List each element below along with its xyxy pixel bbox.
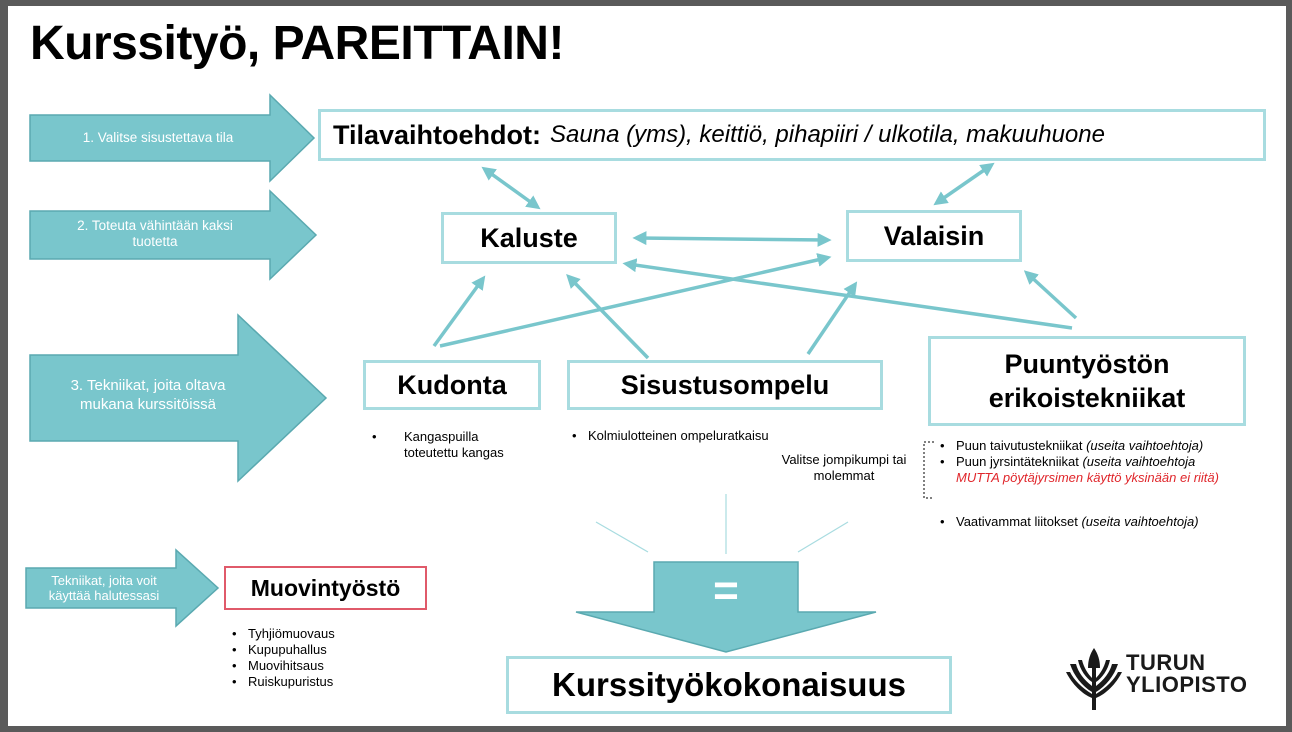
technique-puuntyoston <box>928 336 1246 426</box>
sisustusompelu-bullets <box>570 428 830 444</box>
arrow-sisustus-kaluste <box>570 278 648 358</box>
list-item: • Muovihitsaus <box>230 658 410 674</box>
list-item: • Kangaspuilla toteutettu kangas <box>370 429 520 461</box>
technique-kudonta: Kudonta <box>363 360 541 410</box>
list-item: • Vaativammat liitokset (useita vaihtoehtoja) <box>938 514 1278 530</box>
product-kaluste: Kaluste <box>441 212 617 264</box>
technique-muovintyosto: Muovintyöstö <box>224 566 427 610</box>
list-item: • Tyhjiömuovaus <box>230 626 410 642</box>
ray-left <box>596 522 648 552</box>
list-item: • Puun taivutustekniikat (useita vaihtoehtoja) <box>938 438 1278 454</box>
university-emblem-icon <box>1064 646 1124 712</box>
space-options-heading: Tilavaihtoehdot: <box>333 119 542 150</box>
logo-line1: TURUN <box>1126 650 1206 675</box>
kudonta-bullets <box>370 429 520 461</box>
choose-brace <box>914 440 938 500</box>
arrow-kudonta-kaluste <box>434 280 482 346</box>
step-3-label: 3. Tekniikat, joita oltava mukana kurssitöissä <box>70 377 226 413</box>
muovintyosto-bullets <box>230 626 410 690</box>
technique-sisustusompelu: Sisustusompelu <box>567 360 883 410</box>
arrow-space-kaluste <box>486 170 536 206</box>
space-options-list: Sauna (yms), keittiö, pihapiiri / ulkotila, makuuhuone <box>550 121 1105 148</box>
logo-text <box>1126 652 1247 696</box>
arrow-kaluste-valaisin <box>638 238 826 240</box>
space-options-box <box>318 109 1266 161</box>
logo-line2: YLIOPISTO <box>1126 672 1248 697</box>
arrow-puu-kaluste <box>628 264 1072 328</box>
list-item: • Puun jyrsintätekniikat (useita vaihtoehtoja MUTTA pöytäjyrsimen käyttö yksinään ei riitä) <box>938 454 1278 486</box>
list-item: • Kolmiulotteinen ompeluratkaisu <box>570 428 830 444</box>
choose-note: Valitse jompikumpi tai molemmat <box>781 452 907 483</box>
slide <box>8 6 1286 726</box>
arrow-kudonta-valaisin <box>440 258 826 346</box>
ray-right <box>798 522 848 552</box>
equals-sign: = <box>713 566 739 615</box>
list-item: • Kupupuhallus <box>230 642 410 658</box>
page-title: Kurssityö, PAREITTAIN! <box>30 17 564 70</box>
arrow-space-valaisin <box>938 166 990 202</box>
product-valaisin: Valaisin <box>846 210 1022 262</box>
step-2-label: 2. Toteuta vähintään kaksi tuotetta <box>77 218 233 249</box>
optional-arrow-label: Tekniikat, joita voit käyttää halutessasi <box>48 573 160 603</box>
puuntyoston-line2: erikoistekniikat <box>988 383 1186 413</box>
step-1-label: 1. Valitse sisustettava tila <box>82 130 234 145</box>
puuntyoston-line1: Puuntyöstön <box>1004 349 1170 379</box>
puuntyoston-bullets-extra <box>938 514 1278 530</box>
puuntyoston-bullets <box>938 438 1278 486</box>
result-box: Kurssityökokonaisuus <box>506 656 952 714</box>
list-item: • Ruiskupuristus <box>230 674 410 690</box>
arrow-puu-valaisin <box>1028 274 1076 318</box>
